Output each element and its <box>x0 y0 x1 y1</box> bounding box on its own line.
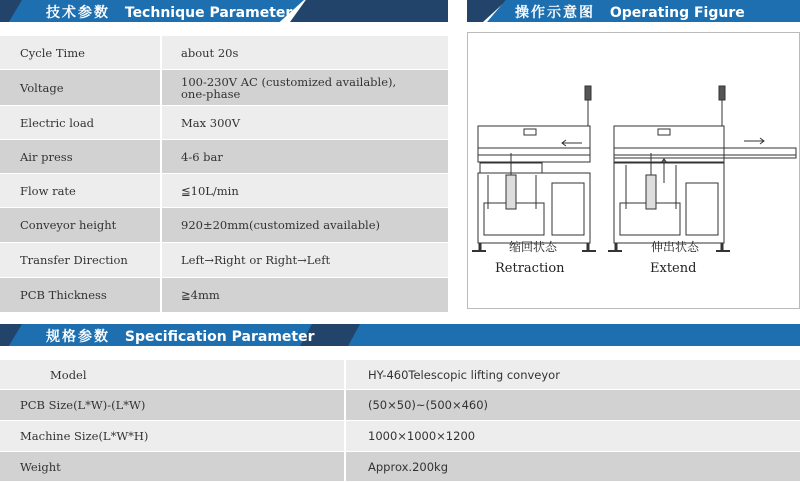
param-label: Conveyor height <box>0 208 161 242</box>
spec-label: Model <box>0 360 345 389</box>
technique-table <box>0 36 448 313</box>
table-row <box>0 36 448 70</box>
operating-title <box>515 2 745 22</box>
param-value <box>162 70 448 105</box>
param-value: ≧4mm <box>162 278 448 312</box>
signal-tower-light <box>585 86 591 100</box>
operating-title-en: Operating Figure <box>609 5 745 21</box>
technique-banner <box>0 0 448 22</box>
operating-figure <box>467 32 800 309</box>
spec-label: Weight <box>0 452 345 481</box>
param-label: Flow rate <box>0 174 161 207</box>
specification-title-cn: 规格参数 <box>46 329 110 345</box>
table-row <box>0 243 448 278</box>
param-value-line2: one-phase <box>181 86 241 101</box>
spec-value: 1000×1000×1200 <box>346 421 800 451</box>
retraction-label: Retraction <box>495 261 565 276</box>
spec-value: HY-460Telescopic lifting conveyor <box>346 360 800 389</box>
param-label: Electric load <box>0 106 161 139</box>
param-value: 920±20mm(customized available) <box>162 208 448 242</box>
param-label: Cycle Time <box>0 36 161 69</box>
operating-title-cn: 操作示意图 <box>515 5 595 21</box>
param-value: Left→Right or Right→Left <box>162 243 448 277</box>
table-row <box>0 360 800 390</box>
retraction-cn-label: 缩回状态 <box>509 240 558 254</box>
param-label: Voltage <box>0 70 161 105</box>
technique-title-cn: 技术参数 <box>46 5 110 21</box>
spec-value: Approx.200kg <box>346 452 800 481</box>
spec-label: Machine Size(L*W*H) <box>0 421 345 451</box>
technique-title <box>46 2 292 22</box>
extended-rail <box>614 148 796 158</box>
operating-banner <box>467 0 800 22</box>
param-label: PCB Thickness <box>0 278 161 312</box>
param-value: Max 300V <box>162 106 448 139</box>
table-row <box>0 278 448 313</box>
table-row <box>0 106 448 140</box>
table-row <box>0 174 448 208</box>
specification-title-en: Specification Parameter <box>124 329 315 345</box>
extend-cn-label: 伸出状态 <box>651 240 700 254</box>
specification-banner <box>0 324 800 346</box>
param-value: 4-6 bar <box>162 140 448 173</box>
param-value-line1: 100-230V AC (customized available), <box>181 74 397 89</box>
table-row <box>0 390 800 421</box>
table-row <box>0 208 448 243</box>
table-row <box>0 421 800 452</box>
spec-value: (50×50)~(500×460) <box>346 390 800 420</box>
param-value: about 20s <box>162 36 448 69</box>
spec-label: PCB Size(L*W)-(L*W) <box>0 390 345 420</box>
param-label: Air press <box>0 140 161 173</box>
specification-table <box>0 360 800 482</box>
extend-label: Extend <box>650 261 697 276</box>
param-value: ≦10L/min <box>162 174 448 207</box>
table-row <box>0 452 800 482</box>
specification-title <box>46 326 315 346</box>
technique-title-en: Technique Parameter <box>124 5 293 21</box>
table-row <box>0 140 448 174</box>
param-label: Transfer Direction <box>0 243 161 277</box>
table-row <box>0 70 448 106</box>
